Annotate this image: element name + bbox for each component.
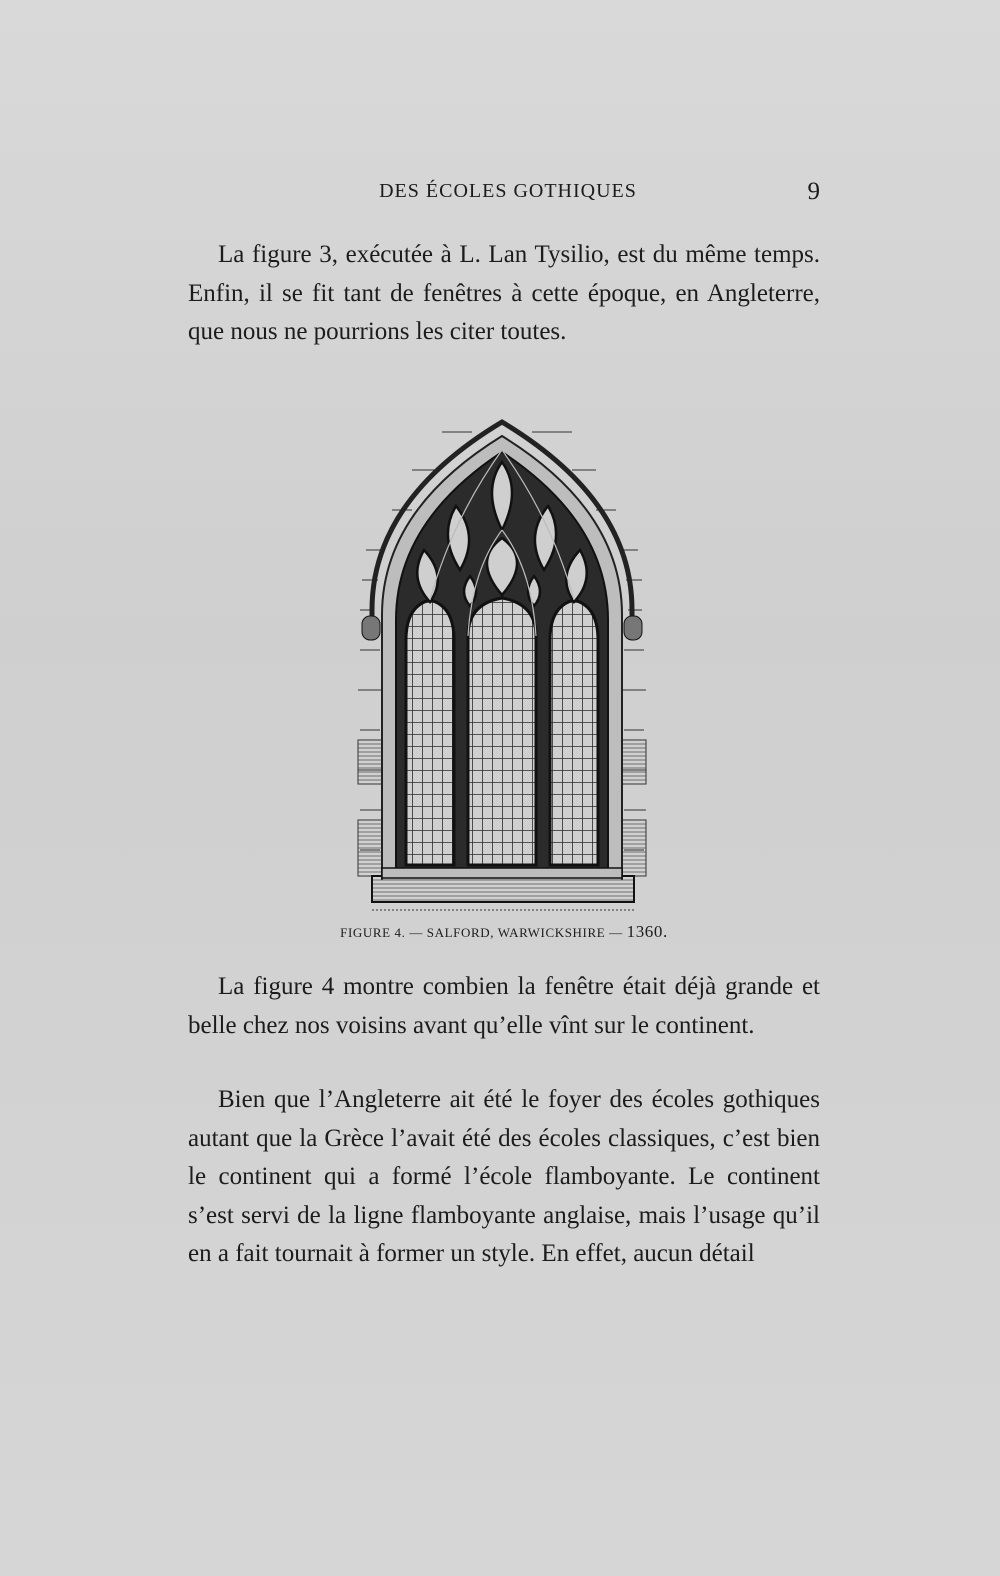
running-title: DES ÉCOLES GOTHIQUES bbox=[379, 180, 637, 202]
paragraph-1: La figure 3, exécutée à L. Lan Tysilio, est du même temps. Enfin, il se fit tant de fenêtres à cette époque, en Angleterre, que nous ne pourrions les citer toutes. bbox=[188, 241, 820, 345]
gothic-window-illustration bbox=[352, 410, 652, 920]
window-engraving bbox=[352, 410, 652, 920]
window-lights bbox=[406, 598, 598, 865]
running-head bbox=[188, 176, 820, 212]
paragraph-2: La figure 4 montre combien la fenêtre était déjà grande et belle chez nos voisins avant qu’elle vînt sur le continent. bbox=[188, 973, 820, 1039]
paragraph-3: Bien que l’Angleterre ait été le foyer des écoles gothiques autant que la Grèce l’avait été des écoles classiques, c’est bien le continent qui a formé l’école flamboyante. Le continent s’est servi de la ligne flamboyante anglaise, mais l’usage qu’il en a fait tournait à former un style. En effet, aucun détail bbox=[188, 1086, 820, 1267]
caption-label: FIGURE 4. — SALFORD, WARWICKSHIRE — bbox=[340, 925, 623, 940]
caption-year: 1360. bbox=[626, 922, 668, 941]
page-number: 9 bbox=[807, 178, 820, 205]
figure-caption bbox=[188, 922, 820, 942]
